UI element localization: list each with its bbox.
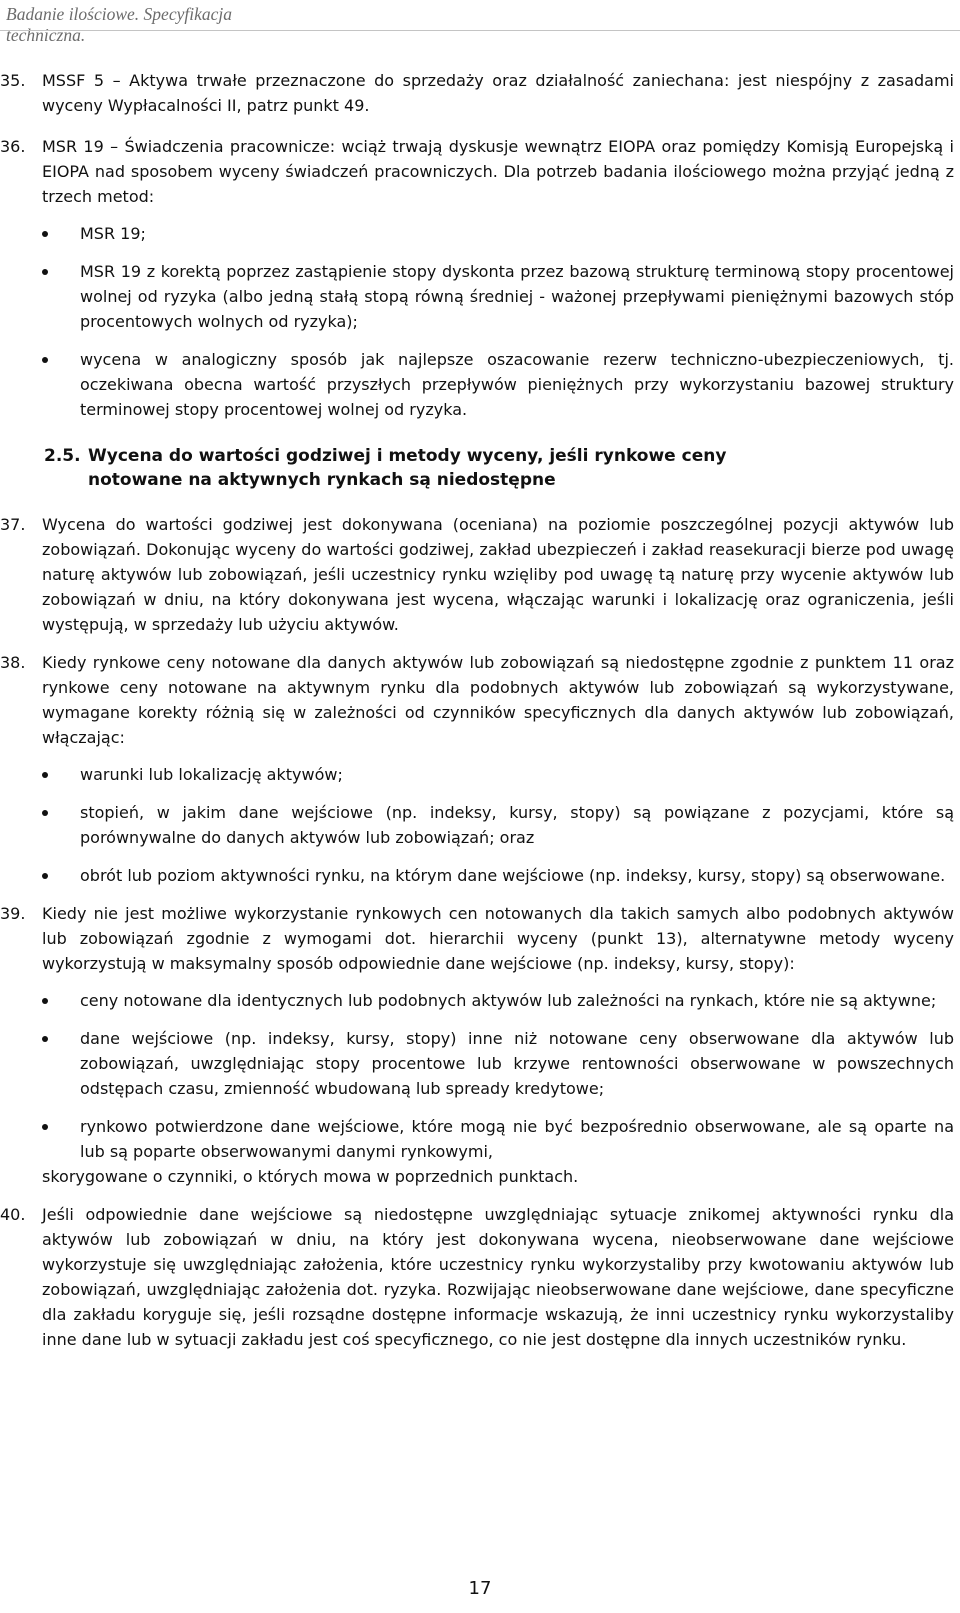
- bullet-list-39: [0, 988, 960, 1164]
- paragraph-35: [0, 68, 954, 118]
- paragraph-text: Kiedy rynkowe ceny notowane dla danych aktywów lub zobowiązań są niedostępne zgodnie z punktem 11 oraz rynkowe ceny notowane na aktywnym rynku dla podobnych aktywów lub zobowiązań są wykorzystywane, wymagane korekty różnią się w zależności od czynników specyficznych dla danych aktywów lub zobowiązań, włączając:: [42, 653, 954, 747]
- paragraph-number: 40.: [0, 1205, 26, 1224]
- section-title-line-2: notowane na aktywnych rynkach są niedostępne: [88, 470, 556, 490]
- paragraph-text: MSSF 5 – Aktywa trwałe przeznaczone do sprzedaży oraz działalność zaniechana: jest niespójny z zasadami wyceny Wypłacalności II, patrz punkt 49.: [42, 71, 954, 115]
- paragraph-text: Kiedy nie jest możliwe wykorzystanie rynkowych cen notowanych dla takich samych albo podobnych aktywów lub zobowiązań zgodnie z wymogami dot. hierarchii wyceny (punkt 13), alternatywne metody wyceny wykorzystują w maksymalny sposób odpowiednie dane wejściowe (np. indeksy, kursy, stopy):: [42, 904, 954, 973]
- document-body: [0, 68, 960, 1352]
- section-number: 2.5.: [44, 446, 81, 466]
- list-item: ceny notowane dla identycznych lub podobnych aktywów lub zależności na rynkach, które nie są aktywne;: [0, 988, 954, 1013]
- paragraph-40: [0, 1202, 954, 1352]
- list-item: rynkowo potwierdzone dane wejściowe, które mogą nie być bezpośrednio obserwowane, ale są oparte na lub są poparte obserwowanymi danymi rynkowymi,: [0, 1114, 954, 1164]
- list-item: warunki lub lokalizację aktywów;: [0, 762, 954, 787]
- bullet-list-36: [0, 221, 960, 422]
- paragraph-number: 37.: [0, 515, 26, 534]
- section-heading: [0, 444, 960, 492]
- header-rule: [0, 30, 960, 31]
- paragraph-39: [0, 901, 954, 976]
- list-item: dane wejściowe (np. indeksy, kursy, stopy) inne niż notowane ceny obserwowane dla aktywów lub zobowiązań, uwzględniając stopy procentowe lub krzywe rentowności obserwowane w powszechnych odstępach czasu, zmienność wbudowaną lub spready kredytowe;: [0, 1026, 954, 1101]
- list-item: wycena w analogiczny sposób jak najlepsze oszacowanie rezerw techniczno-ubezpieczeniowych, tj. oczekiwana obecna wartość przyszłych przepływów pieniężnych przy wykorzystaniu bazowej struktury terminowej stopy procentowej wolnej od ryzyka.: [0, 347, 954, 422]
- section-title-line-1: Wycena do wartości godziwej i metody wyceny, jeśli rynkowe ceny: [88, 446, 727, 466]
- paragraph-39-closing: skorygowane o czynniki, o których mowa w poprzednich punktach.: [42, 1167, 579, 1186]
- list-item: MSR 19;: [0, 221, 954, 246]
- paragraph-37: [0, 512, 954, 637]
- paragraph-text: MSR 19 – Świadczenia pracownicze: wciąż trwają dyskusje wewnątrz EIOPA oraz pomiędzy Komisją Europejską i EIOPA nad sposobem wyceny świadczeń pracowniczych. Dla potrzeb badania ilościowego można przyjąć jedną z trzech metod:: [42, 137, 954, 206]
- paragraph-text: Wycena do wartości godziwej jest dokonywana (oceniana) na poziomie poszczególnej pozycji aktywów lub zobowiązań. Dokonując wyceny do wartości godziwej, zakład ubezpieczeń i zakład reasekuracji bierze pod uwagę naturę aktywów lub zobowiązań, jeśli uczestnicy rynku wzięliby pod uwagę tą naturę przy wycenie aktywów lub zobowiązań w dniu, na który dokonywana jest wycena, włączając warunki i lokalizację oraz ograniczenia, jeśli występują, w sprzedaży lub użyciu aktywów.: [42, 515, 954, 634]
- list-item: stopień, w jakim dane wejściowe (np. indeksy, kursy, stopy) są powiązane z pozycjami, które są porównywalne do danych aktywów lub zobowiązań; oraz: [0, 800, 954, 850]
- paragraph-text: Jeśli odpowiednie dane wejściowe są niedostępne uwzględniając sytuacje znikomej aktywności rynku dla aktywów lub zobowiązań w dniu, na który jest dokonywana wycena, nieobserwowane dane wejściowe wykorzystuje się uwzględniając założenia, które uczestnicy rynku wykorzystaliby przy kwotowaniu aktywów lub zobowiązań, uwzględniając założenia dot. ryzyka. Rozwijając nieobserwowane dane wejściowe, dane specyficzne dla zakładu koryguje się, jeśli rozsądne dostępne informacje wskazują, że inni uczestnicy rynku wykorzystaliby inne dane lub w sytuacji zakładu jest coś specyficznego, co nie jest dostępne dla innych uczestników rynku.: [42, 1205, 954, 1349]
- bullet-list-38: [0, 762, 960, 888]
- paragraph-36: [0, 134, 954, 209]
- list-item: obrót lub poziom aktywności rynku, na którym dane wejściowe (np. indeksy, kursy, stopy) są obserwowane.: [0, 863, 954, 888]
- paragraph-38: [0, 650, 954, 750]
- list-item: MSR 19 z korektą poprzez zastąpienie stopy dyskonta przez bazową strukturę terminową stopy procentowej wolnej od ryzyka (albo jedną stałą stopą równą średniej - ważonej przepływami pieniężnymi bazowych stóp procentowych wolnych od ryzyka);: [0, 259, 954, 334]
- page-number: 17: [468, 1578, 492, 1599]
- running-header: Badanie ilościowe. Specyfikacja techniczna.: [6, 4, 232, 45]
- paragraph-number: 38.: [0, 653, 26, 672]
- paragraph-number: 39.: [0, 904, 26, 923]
- paragraph-number: 35.: [0, 71, 26, 90]
- paragraph-number: 36.: [0, 137, 26, 156]
